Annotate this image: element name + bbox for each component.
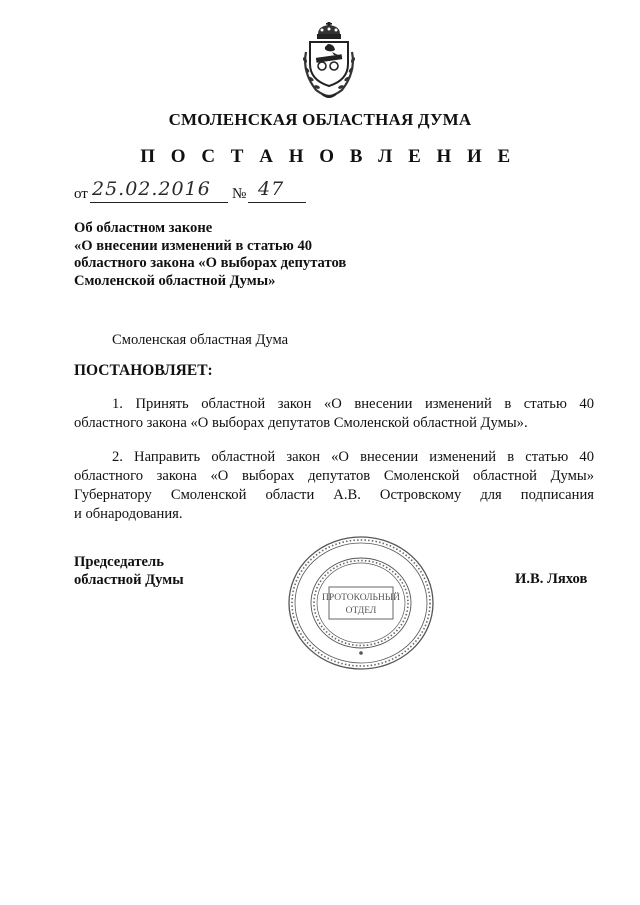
paragraph-line: 2. Направить областной закон «О внесении изменений в статью 40 — [112, 449, 594, 465]
subject-line: «О внесении изменений в статью 40 — [74, 237, 313, 254]
stamp-center-line: ПРОТОКОЛЬНЫЙ — [321, 593, 401, 603]
resolution-item-1 — [74, 395, 594, 433]
official-seal-stamp — [286, 533, 436, 673]
date-prefix: от — [74, 186, 88, 202]
position-line: Председатель — [74, 554, 164, 570]
paragraph-line: областного закона «О выборах депутатов Смоленской областной Думы». — [74, 415, 528, 431]
date-underline — [90, 202, 228, 203]
subject-line: областного закона «О выборах депутатов — [74, 255, 347, 271]
resolution-item-2 — [74, 448, 594, 524]
subject-line: Смоленской областной Думы» — [74, 272, 276, 289]
paragraph-line: и обнародования. — [74, 506, 183, 522]
document-type-heading: П О С Т А Н О В Л Е Н И Е — [140, 146, 516, 167]
date-number-line — [74, 180, 374, 208]
number-underline — [248, 202, 306, 203]
paragraph-line: 1. Принять областной закон «О внесении изменений в статью 40 — [112, 396, 594, 412]
paragraph-line: Губернатору Смоленской области А.В. Островскому для подписания — [74, 487, 594, 503]
intro-text: Смоленская областная Дума — [112, 332, 289, 348]
document-subject — [74, 220, 346, 290]
stamp-center-line: ОТДЕЛ — [345, 606, 377, 616]
position-line: областной Думы — [74, 572, 184, 588]
paragraph-line: областного закона «О выборах депутатов Смоленской областной Думы» — [74, 468, 594, 484]
number-prefix: № — [232, 186, 247, 202]
resolves-heading: ПОСТАНОВЛЯЕТ: — [74, 362, 213, 379]
coat-of-arms-emblem — [298, 22, 360, 100]
subject-line: Об областном законе — [74, 220, 213, 236]
handwritten-date: 25.02.2016 — [92, 178, 211, 200]
signatory-name: И.В. Ляхов — [515, 571, 588, 587]
organization-title: СМОЛЕНСКАЯ ОБЛАСТНАЯ ДУМА — [168, 110, 472, 129]
handwritten-number: 47 — [258, 178, 285, 200]
signatory-position — [74, 553, 184, 589]
